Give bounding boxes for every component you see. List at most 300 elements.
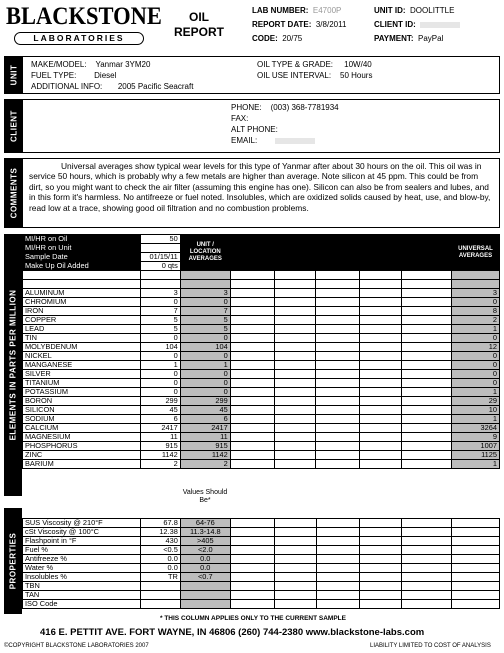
element-row	[23, 388, 500, 397]
history-cell	[274, 406, 316, 415]
history-cell	[452, 528, 500, 537]
history-cell	[274, 537, 316, 546]
properties-section-label: PROPERTIES	[4, 508, 22, 614]
element-name: SODIUM	[23, 415, 141, 424]
element-unit-average: 104	[180, 343, 230, 352]
history-cell	[274, 528, 316, 537]
element-unit-average: 0	[180, 298, 230, 307]
element-unit-average: 299	[180, 397, 230, 406]
property-row	[23, 591, 500, 600]
code: CODE: 20/75	[252, 34, 303, 43]
element-name: MAGNESIUM	[23, 433, 141, 442]
element-value: 104	[140, 343, 180, 352]
history-cell	[360, 397, 402, 406]
history-cell	[402, 316, 452, 325]
sample-info-label: Sample Date	[23, 253, 141, 262]
property-name: Insolubles %	[23, 573, 141, 582]
history-cell	[360, 442, 402, 451]
element-value: 0	[140, 298, 180, 307]
element-name: MANGANESE	[23, 361, 141, 370]
title-line-1: OIL	[189, 10, 209, 24]
history-cell	[360, 325, 402, 334]
history-cell	[274, 289, 316, 298]
element-universal-average: 29	[451, 397, 499, 406]
history-cell	[360, 546, 402, 555]
history-cell	[274, 316, 316, 325]
history-cell	[274, 415, 316, 424]
property-name: SUS Viscosity @ 210°F	[23, 519, 141, 528]
spacer-row	[23, 271, 500, 280]
history-cell	[316, 555, 360, 564]
history-cell	[402, 564, 452, 573]
spacer-cell	[316, 280, 360, 289]
element-universal-average: 0	[451, 298, 499, 307]
sample-info-value: 01/15/11	[140, 253, 180, 262]
oil-type: OIL TYPE & GRADE: 10W/40	[257, 60, 372, 69]
history-cell	[402, 244, 452, 253]
history-cell	[452, 564, 500, 573]
history-cell	[452, 573, 500, 582]
property-row	[23, 528, 500, 537]
element-name: POTASSIUM	[23, 388, 141, 397]
element-name: NICKEL	[23, 352, 141, 361]
history-cell	[360, 361, 402, 370]
history-cell	[360, 555, 402, 564]
history-cell	[230, 298, 274, 307]
history-cell	[230, 334, 274, 343]
property-should-be: 0.0	[180, 555, 230, 564]
title-line-2: REPORT	[173, 25, 224, 39]
element-row	[23, 397, 500, 406]
history-cell	[316, 564, 360, 573]
history-cell	[316, 528, 360, 537]
sample-info-row	[23, 262, 500, 271]
property-row	[23, 537, 500, 546]
history-cell	[402, 582, 452, 591]
history-cell	[402, 460, 452, 469]
client-id: CLIENT ID:	[374, 20, 460, 30]
property-value: <0.5	[140, 546, 180, 555]
element-name: BARIUM	[23, 460, 141, 469]
history-cell	[230, 370, 274, 379]
element-value: 0	[140, 379, 180, 388]
history-cell	[230, 424, 274, 433]
history-cell	[274, 600, 316, 609]
element-name: COPPER	[23, 316, 141, 325]
lab-number: LAB NUMBER: E4700P	[252, 6, 342, 15]
element-value: 0	[140, 370, 180, 379]
history-cell	[402, 519, 452, 528]
history-cell	[360, 519, 402, 528]
property-should-be	[180, 582, 230, 591]
element-row	[23, 316, 500, 325]
element-unit-average: 0	[180, 370, 230, 379]
element-value: 1	[140, 361, 180, 370]
history-cell	[274, 334, 316, 343]
history-cell	[452, 555, 500, 564]
spacer-cell	[360, 280, 402, 289]
history-cell	[274, 253, 316, 262]
spacer-cell	[23, 280, 141, 289]
history-cell	[402, 537, 452, 546]
property-name: TBN	[23, 582, 141, 591]
element-value: 2	[140, 460, 180, 469]
redacted-mark	[420, 22, 460, 28]
element-unit-average: 915	[180, 442, 230, 451]
property-should-be: 64-76	[180, 519, 230, 528]
history-cell	[360, 379, 402, 388]
history-cell	[274, 451, 316, 460]
history-cell	[402, 235, 452, 244]
element-universal-average: 0	[451, 379, 499, 388]
property-should-be: 0.0	[180, 564, 230, 573]
element-row	[23, 451, 500, 460]
history-cell	[230, 244, 274, 253]
element-universal-average: 3	[451, 289, 499, 298]
element-value: 1142	[140, 451, 180, 460]
history-cell	[360, 460, 402, 469]
sample-info-row	[23, 235, 500, 244]
history-cell	[230, 564, 274, 573]
property-name: cSt Viscosity @ 100°C	[23, 528, 141, 537]
element-row	[23, 442, 500, 451]
history-cell	[230, 546, 274, 555]
property-should-be	[180, 600, 230, 609]
oil-use-interval: OIL USE INTERVAL: 50 Hours	[257, 71, 373, 80]
sample-info-value: 50	[140, 235, 180, 244]
element-value: 45	[140, 406, 180, 415]
history-cell	[316, 406, 360, 415]
history-cell	[230, 388, 274, 397]
history-cell	[360, 433, 402, 442]
report-header	[4, 2, 500, 56]
client-section	[4, 99, 500, 153]
element-unit-average: 5	[180, 316, 230, 325]
history-cell	[402, 370, 452, 379]
history-cell	[402, 528, 452, 537]
history-cell	[274, 235, 316, 244]
history-cell	[316, 591, 360, 600]
sample-info-value	[140, 244, 180, 253]
history-cell	[360, 316, 402, 325]
property-value	[140, 600, 180, 609]
history-cell	[230, 307, 274, 316]
history-cell	[230, 442, 274, 451]
element-name: LEAD	[23, 325, 141, 334]
history-cell	[316, 573, 360, 582]
property-value	[140, 591, 180, 600]
logo-top-text: BLACKSTONE	[6, 3, 162, 30]
comments-text: Universal averages show typical wear levels for this type of Yanmar after about 30 hours on the oil. This oil was in service 50 hours, which is probably why a few metals are higher than average. Note silicon at 45 ppm. This could be from dirt, so you might want to check the air filter (assuming this engine has one). Silicon can also be from sealers and lubes, and in this form it's harmless. No antifreeze or fuel noted. Insolubles, which are oxidized solids caused by heat, use, and blow-by, read low at a trace, showing good oil filtration and no combustion problems.	[29, 161, 491, 213]
history-cell	[402, 442, 452, 451]
history-cell	[316, 397, 360, 406]
spacer-cell	[451, 280, 499, 289]
history-cell	[274, 307, 316, 316]
history-cell	[452, 600, 500, 609]
history-cell	[274, 433, 316, 442]
property-row	[23, 582, 500, 591]
property-name: Antifreeze %	[23, 555, 141, 564]
history-cell	[360, 343, 402, 352]
history-cell	[316, 370, 360, 379]
element-unit-average: 1142	[180, 451, 230, 460]
element-unit-average: 0	[180, 379, 230, 388]
property-row	[23, 573, 500, 582]
history-cell	[402, 307, 452, 316]
history-cell	[274, 361, 316, 370]
history-cell	[360, 537, 402, 546]
sample-info-row	[23, 244, 500, 253]
property-row	[23, 600, 500, 609]
history-cell	[360, 573, 402, 582]
history-cell	[230, 519, 274, 528]
history-cell	[316, 546, 360, 555]
spacer-cell	[402, 280, 452, 289]
property-value: TR	[140, 573, 180, 582]
history-cell	[274, 564, 316, 573]
property-name: ISO Code	[23, 600, 141, 609]
history-cell	[316, 334, 360, 343]
element-name: ALUMINUM	[23, 289, 141, 298]
element-unit-average: 45	[180, 406, 230, 415]
history-cell	[274, 298, 316, 307]
history-cell	[316, 235, 360, 244]
element-name: BORON	[23, 397, 141, 406]
history-cell	[402, 325, 452, 334]
sample-info-row	[23, 253, 500, 262]
history-cell	[316, 289, 360, 298]
history-cell	[316, 343, 360, 352]
history-cell	[274, 388, 316, 397]
element-unit-average: 2417	[180, 424, 230, 433]
element-universal-average: 1	[451, 460, 499, 469]
history-cell	[316, 433, 360, 442]
history-cell	[274, 442, 316, 451]
element-row	[23, 298, 500, 307]
history-cell	[230, 262, 274, 271]
element-name: CHROMIUM	[23, 298, 141, 307]
history-cell	[402, 451, 452, 460]
history-cell	[316, 298, 360, 307]
history-cell	[360, 352, 402, 361]
history-cell	[274, 582, 316, 591]
property-value: 0.0	[140, 564, 180, 573]
element-name: SILVER	[23, 370, 141, 379]
property-should-be: <0.7	[180, 573, 230, 582]
element-value: 0	[140, 352, 180, 361]
unit-section-label: UNIT	[5, 57, 23, 93]
element-universal-average: 0	[451, 361, 499, 370]
history-cell	[452, 519, 500, 528]
element-value: 6	[140, 415, 180, 424]
element-row	[23, 415, 500, 424]
element-value: 299	[140, 397, 180, 406]
history-cell	[274, 325, 316, 334]
unit-averages-header: UNIT / LOCATION AVERAGES	[180, 235, 230, 271]
sample-info-label: MI/HR on Unit	[23, 244, 141, 253]
spacer-cell	[230, 271, 274, 280]
element-row	[23, 379, 500, 388]
history-cell	[360, 528, 402, 537]
property-row	[23, 564, 500, 573]
spacer-row	[23, 280, 500, 289]
history-cell	[402, 262, 452, 271]
history-cell	[402, 600, 452, 609]
history-cell	[230, 325, 274, 334]
history-cell	[274, 244, 316, 253]
element-row	[23, 307, 500, 316]
element-row	[23, 370, 500, 379]
history-cell	[316, 307, 360, 316]
logo-bottom-text: LABORATORIES	[14, 32, 144, 45]
history-cell	[274, 591, 316, 600]
history-cell	[360, 370, 402, 379]
element-unit-average: 6	[180, 415, 230, 424]
history-cell	[230, 415, 274, 424]
history-cell	[360, 388, 402, 397]
element-value: 2417	[140, 424, 180, 433]
property-name: Fuel %	[23, 546, 141, 555]
footer-address: 416 E. PETTIT AVE. FORT WAYNE, IN 46806 (260) 744-2380 www.blackstone-labs.com	[40, 627, 425, 638]
elements-section-label: ELEMENTS IN PARTS PER MILLION	[4, 234, 22, 496]
history-cell	[360, 600, 402, 609]
client-phone: PHONE: (003) 368-7781934	[231, 103, 339, 112]
element-unit-average: 2	[180, 460, 230, 469]
history-cell	[230, 235, 274, 244]
property-value	[140, 582, 180, 591]
property-should-be	[180, 591, 230, 600]
history-cell	[360, 253, 402, 262]
history-cell	[402, 352, 452, 361]
spacer-cell	[316, 271, 360, 280]
element-row	[23, 433, 500, 442]
history-cell	[360, 235, 402, 244]
element-universal-average: 1	[451, 388, 499, 397]
history-cell	[230, 361, 274, 370]
history-cell	[452, 582, 500, 591]
history-cell	[452, 537, 500, 546]
properties-grid	[22, 518, 500, 609]
history-cell	[360, 334, 402, 343]
element-name: MOLYBDENUM	[23, 343, 141, 352]
history-cell	[274, 397, 316, 406]
history-cell	[316, 262, 360, 271]
spacer-cell	[402, 271, 452, 280]
element-name: TITANIUM	[23, 379, 141, 388]
history-cell	[316, 415, 360, 424]
element-value: 0	[140, 334, 180, 343]
spacer-cell	[23, 271, 141, 280]
element-row	[23, 361, 500, 370]
history-cell	[230, 352, 274, 361]
history-cell	[230, 582, 274, 591]
property-should-be: <2.0	[180, 546, 230, 555]
report-title	[164, 10, 234, 40]
element-unit-average: 0	[180, 334, 230, 343]
property-row	[23, 555, 500, 564]
history-cell	[360, 591, 402, 600]
element-value: 5	[140, 316, 180, 325]
spacer-cell	[360, 271, 402, 280]
element-universal-average: 1007	[451, 442, 499, 451]
history-cell	[316, 379, 360, 388]
additional-info: ADDITIONAL INFO: 2005 Pacific Seacraft	[31, 82, 194, 91]
element-universal-average: 0	[451, 352, 499, 361]
history-cell	[402, 253, 452, 262]
element-universal-average: 9	[451, 433, 499, 442]
history-cell	[402, 546, 452, 555]
spacer-cell	[140, 280, 180, 289]
element-value: 915	[140, 442, 180, 451]
history-cell	[274, 460, 316, 469]
element-value: 11	[140, 433, 180, 442]
history-cell	[316, 582, 360, 591]
property-name: Flashpoint in °F	[23, 537, 141, 546]
history-cell	[316, 388, 360, 397]
history-cell	[402, 379, 452, 388]
element-value: 3	[140, 289, 180, 298]
history-cell	[316, 361, 360, 370]
history-cell	[230, 397, 274, 406]
element-universal-average: 2	[451, 316, 499, 325]
property-should-be: >405	[180, 537, 230, 546]
spacer-cell	[230, 280, 274, 289]
element-universal-average: 1125	[451, 451, 499, 460]
history-cell	[452, 546, 500, 555]
sample-info-label: MI/HR on Oil	[23, 235, 141, 244]
blackstone-logo	[6, 3, 162, 50]
history-cell	[360, 564, 402, 573]
history-cell	[230, 528, 274, 537]
history-cell	[274, 352, 316, 361]
history-cell	[316, 352, 360, 361]
history-cell	[316, 451, 360, 460]
history-cell	[360, 451, 402, 460]
spacer-cell	[274, 280, 316, 289]
sample-info-value: 0 qts	[140, 262, 180, 271]
element-unit-average: 11	[180, 433, 230, 442]
client-alt-phone: ALT PHONE:	[231, 125, 278, 134]
history-cell	[316, 537, 360, 546]
element-universal-average: 10	[451, 406, 499, 415]
property-value: 0.0	[140, 555, 180, 564]
element-row	[23, 352, 500, 361]
history-cell	[316, 316, 360, 325]
spacer-cell	[140, 271, 180, 280]
fuel-type: FUEL TYPE: Diesel	[31, 71, 117, 80]
history-cell	[360, 244, 402, 253]
history-cell	[230, 406, 274, 415]
history-cell	[230, 253, 274, 262]
property-value: 430	[140, 537, 180, 546]
element-row	[23, 325, 500, 334]
history-cell	[360, 307, 402, 316]
history-cell	[230, 555, 274, 564]
history-cell	[402, 555, 452, 564]
element-row	[23, 343, 500, 352]
element-universal-average: 1	[451, 325, 499, 334]
element-unit-average: 7	[180, 307, 230, 316]
element-row	[23, 406, 500, 415]
history-cell	[402, 591, 452, 600]
element-name: ZINC	[23, 451, 141, 460]
history-cell	[316, 600, 360, 609]
history-cell	[230, 379, 274, 388]
element-universal-average: 1	[451, 415, 499, 424]
redacted-mark	[275, 138, 315, 144]
history-cell	[274, 379, 316, 388]
comments-section	[4, 158, 500, 228]
